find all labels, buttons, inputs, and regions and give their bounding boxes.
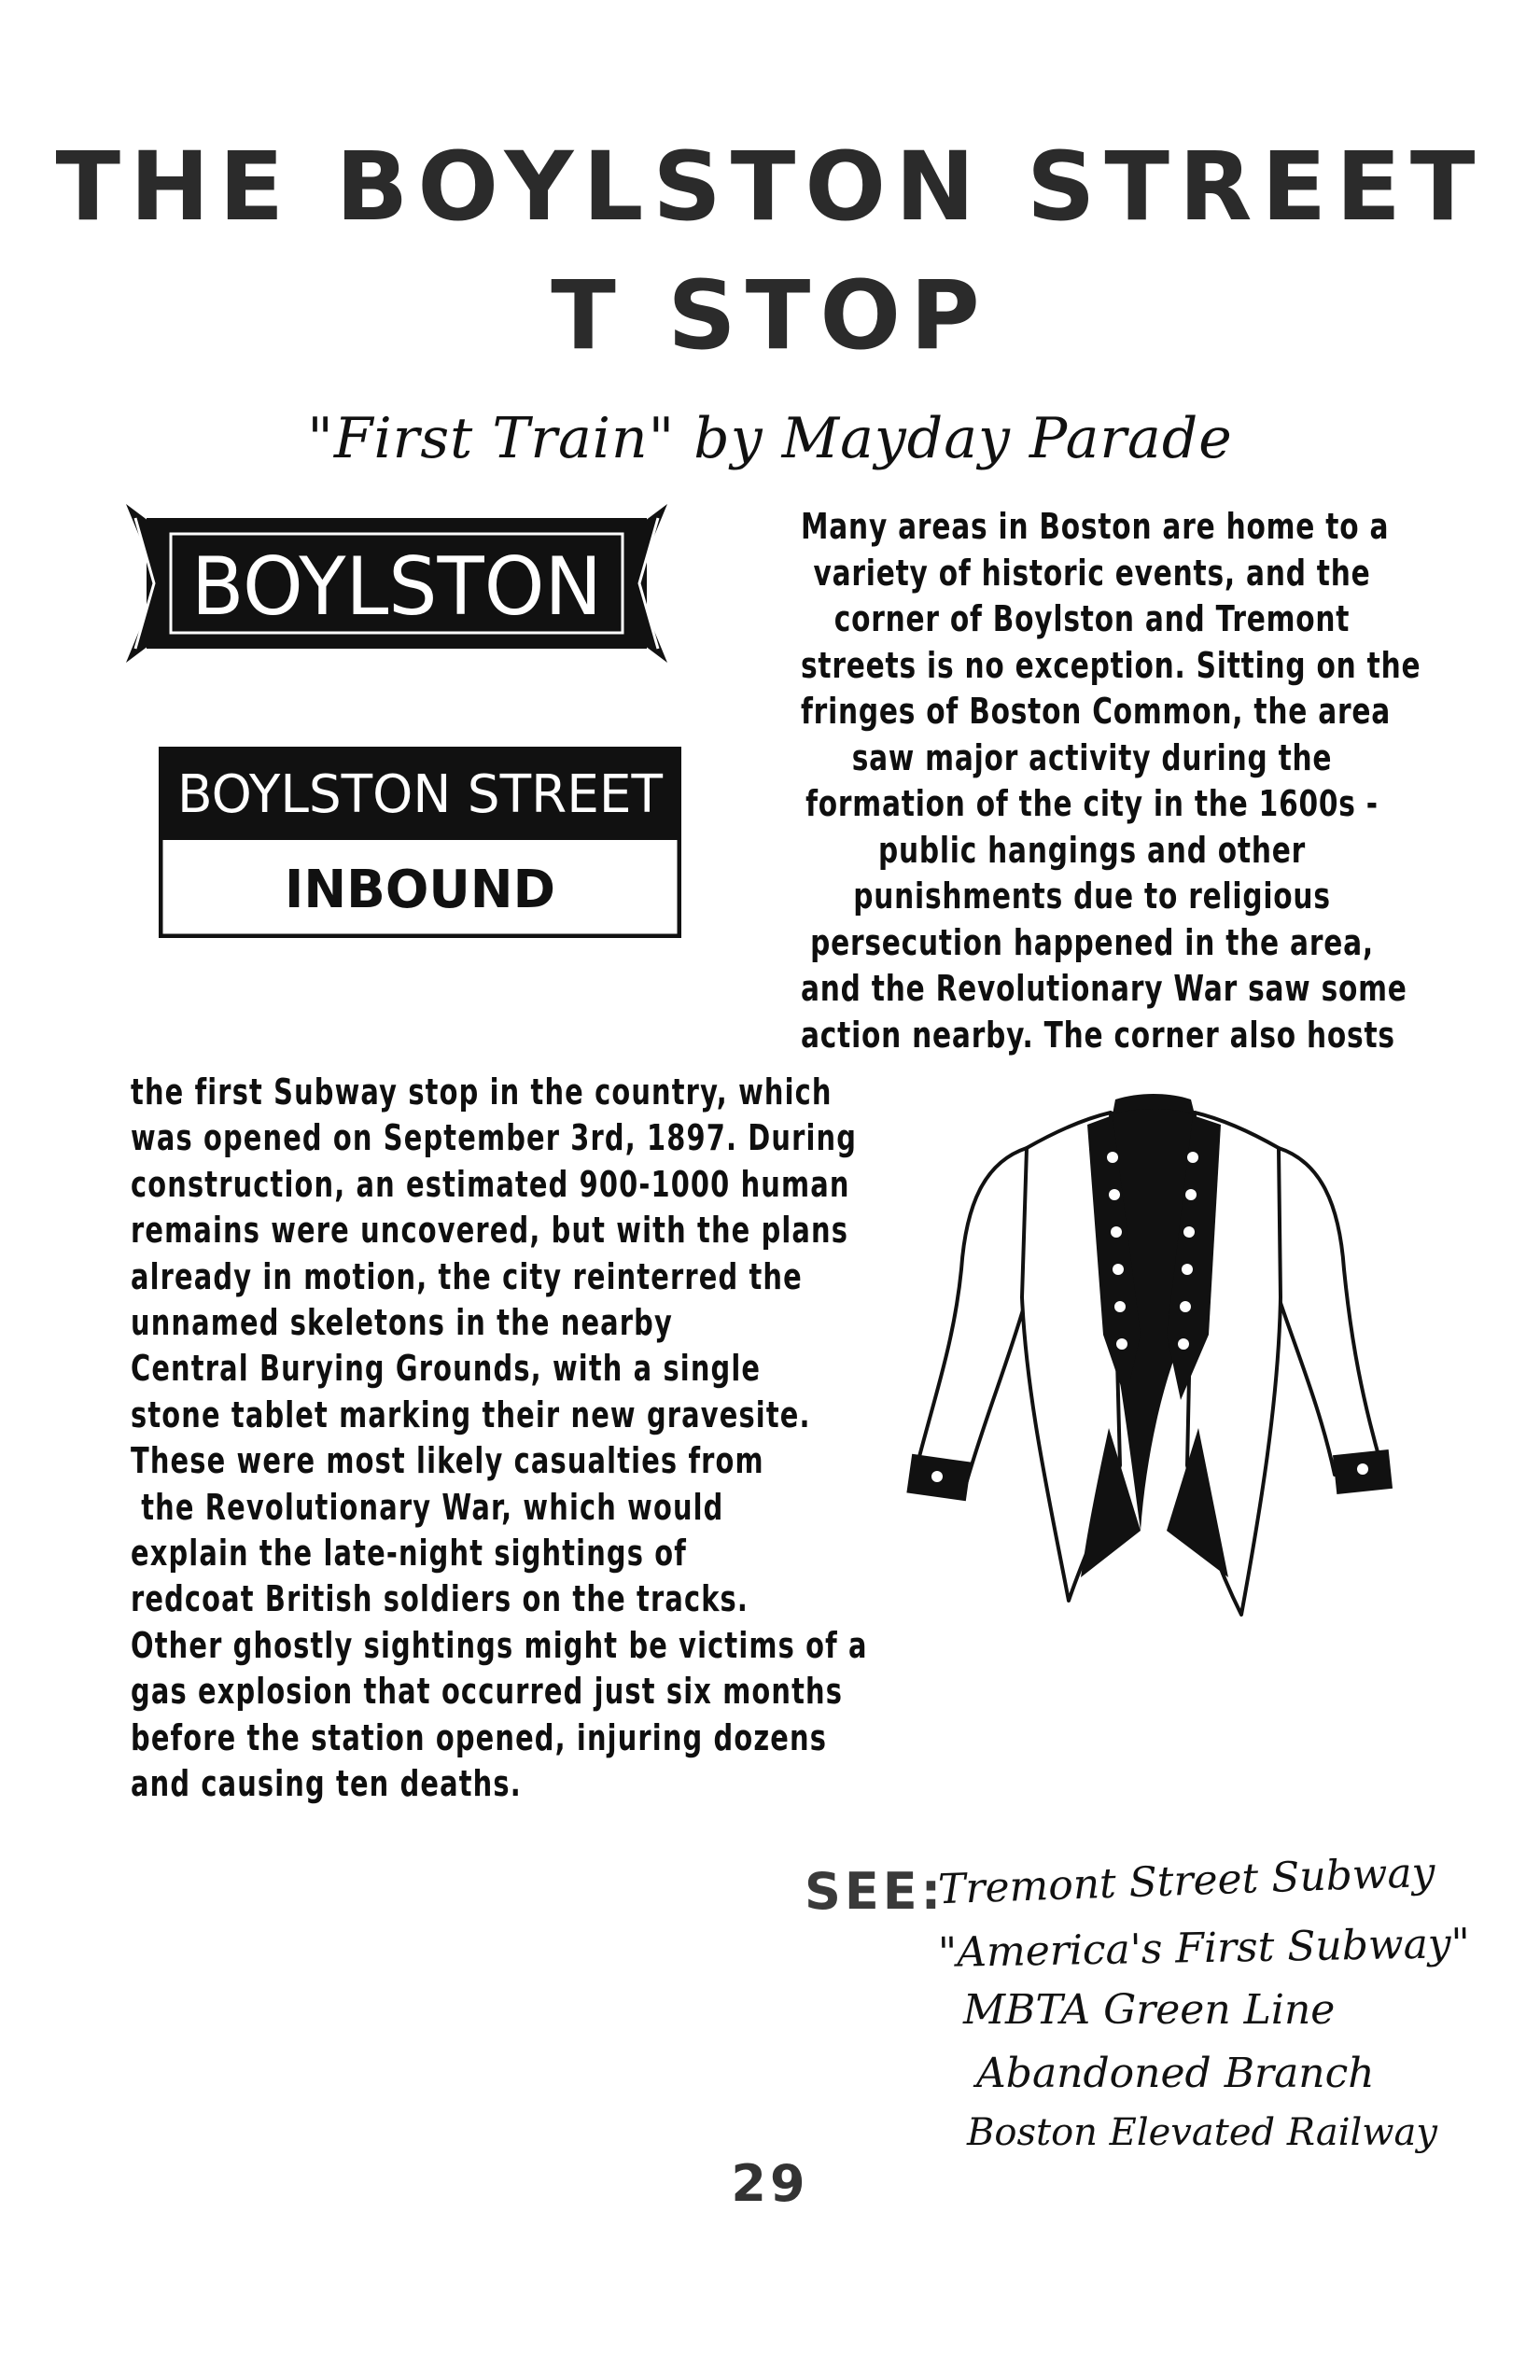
text-line: corner of Boylston and Tremont (833, 598, 1351, 639)
page-number: 29 (731, 2154, 809, 2213)
text-line: and causing ten deaths. (131, 1763, 522, 1805)
text-line: stone tablet marking their new gravesite. (131, 1393, 811, 1435)
text-line: action nearby. The corner also hosts (801, 1014, 1395, 1056)
text-line: construction, an estimated 900-1000 human (131, 1163, 850, 1205)
text-line: saw major activity during the (851, 736, 1333, 778)
song-subtitle: "First Train" by Mayday Parade (307, 406, 1233, 471)
see-item: "America's First Subway" (937, 1920, 1471, 1977)
text-line: and the Revolutionary War saw some (801, 968, 1407, 1009)
text-line: unnamed skeletons in the nearby (131, 1302, 673, 1344)
see-item: Abandoned Branch (976, 2050, 1375, 2097)
text-line: streets is no exception. Sitting on the (801, 644, 1421, 686)
text-line: Central Burying Grounds, with a single (131, 1348, 762, 1390)
text-line: the first Subway stop in the country, which (131, 1071, 833, 1113)
see-label: SEE: (805, 1862, 945, 1921)
text-line: punishments due to religious (853, 875, 1331, 917)
text-line: These were most likely casualties from (131, 1440, 764, 1482)
see-item: MBTA Green Line (963, 1986, 1336, 2034)
sign2-top-text: BOYLSTON STREET (177, 764, 664, 825)
redcoat-jacket-illustration (896, 1092, 1409, 1633)
see-item: Boston Elevated Railway (967, 2111, 1437, 2154)
text-line: explain the late-night sightings of (131, 1533, 687, 1575)
text-line: the Revolutionary War, which would (131, 1486, 724, 1528)
text-line: before the station opened, injuring dozens (131, 1716, 828, 1758)
text-line: fringes of Boston Common, the area (801, 691, 1392, 732)
page-title-line2: T STOP (551, 260, 989, 371)
text-line: public hangings and other (877, 829, 1307, 871)
boylston-banner-sign (126, 495, 667, 672)
boylston-street-inbound-sign (159, 747, 681, 938)
intro-paragraph (719, 504, 1465, 1058)
sign1-text: BOYLSTON (191, 540, 602, 634)
text-line: already in motion, the city reinterred the (131, 1255, 803, 1297)
text-line: variety of historic events, and the (813, 552, 1371, 594)
text-line: remains were uncovered, but with the plans (131, 1210, 849, 1252)
text-line: Many areas in Boston are home to a (801, 506, 1390, 547)
text-line: redcoat British soldiers on the tracks. (131, 1578, 749, 1620)
text-line: was opened on September 3rd, 1897. During (131, 1117, 858, 1159)
see-item: Tremont Street Subway (937, 1848, 1436, 1914)
text-line: gas explosion that occurred just six months (131, 1671, 844, 1713)
page-title-line1: THE BOYLSTON STREET (55, 132, 1485, 243)
text-line: Other ghostly sightings might be victims of a (131, 1624, 868, 1666)
text-line: persecution happened in the area, (810, 921, 1374, 963)
sign2-bottom-text: INBOUND (285, 860, 555, 920)
text-line: formation of the city in the 1600s - (805, 783, 1379, 824)
